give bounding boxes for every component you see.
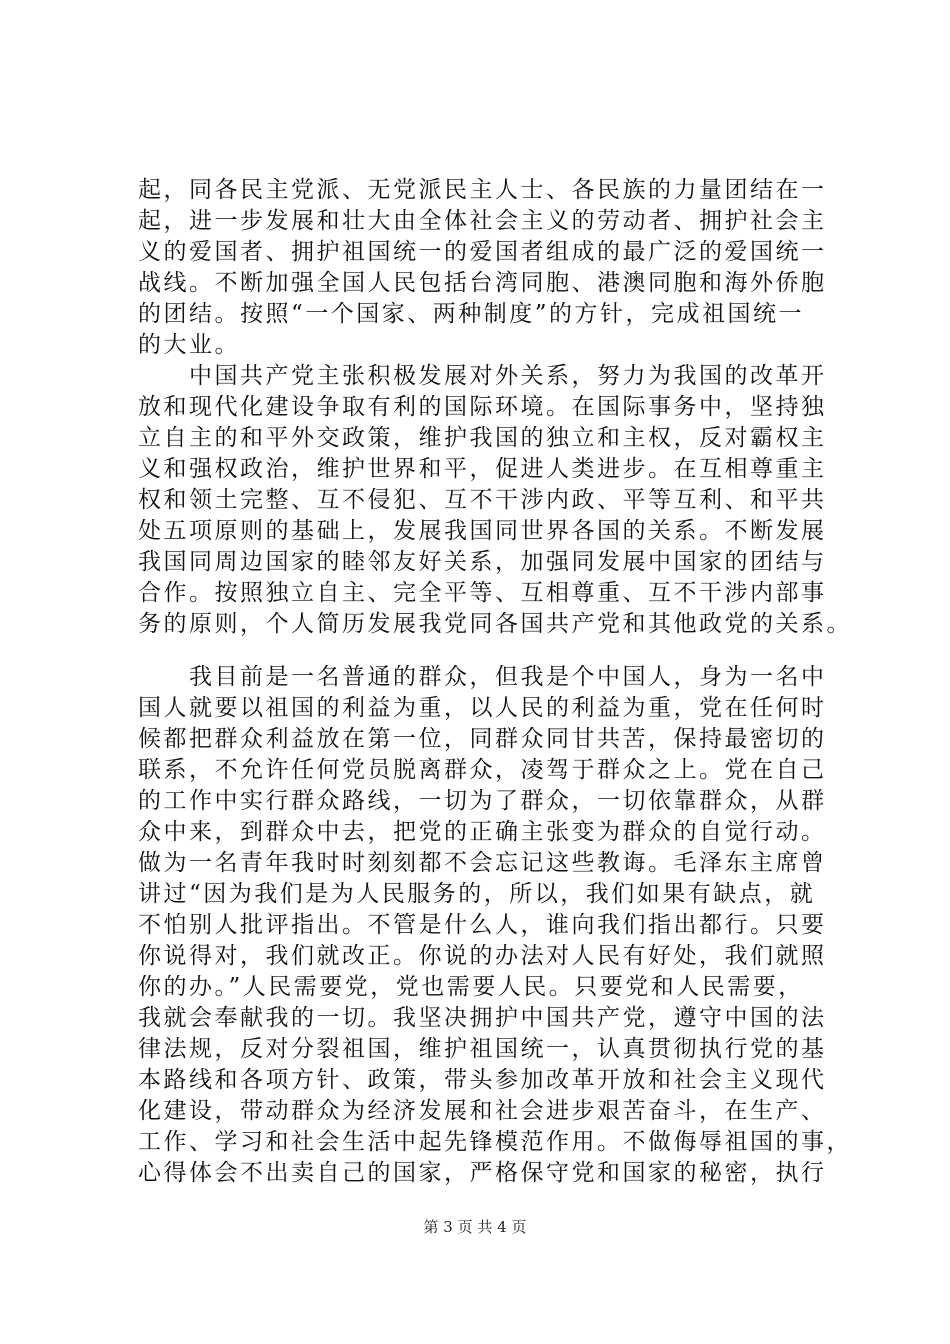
text-line: 你的办。”人民需要党，党也需要人民。只要党和人民需要，: [138, 974, 804, 1000]
text-line: 本路线和各项方针、政策，带头参加改革开放和社会主义现代: [138, 1067, 827, 1093]
text-line: 中国共产党主张积极发展对外关系，努力为我国的改革开: [138, 363, 827, 389]
text-line: 联系，不允许任何党员脱离群众，凌驾于群众之上。党在自己: [138, 757, 827, 783]
text-line: 合作。按照独立自主、完全平等、互相尊重、互不干涉内部事: [138, 580, 827, 606]
text-line: 我目前是一名普通的群众，但我是个中国人，身为一名中: [138, 664, 827, 690]
text-line: 不怕别人批评指出。不管是什么人，谁向我们指出都行。只要: [138, 912, 827, 938]
text-line: 做为一名青年我时时刻刻都不会忘记这些教诲。毛泽东主席曾: [138, 850, 827, 876]
text-line: 务的原则，个人简历发展我党同各国共产党和其他政党的关系。: [138, 611, 852, 637]
text-line: 国人就要以祖国的利益为重，以人民的利益为重，党在任何时: [138, 695, 827, 721]
text-line: 义和强权政治，维护世界和平，促进人类进步。在互相尊重主: [138, 456, 827, 482]
text-line: 处五项原则的基础上，发展我国同世界各国的关系。不断发展: [138, 518, 827, 544]
page-number-footer: 第 3 页 共 4 页: [423, 1218, 527, 1236]
text-line: 工作、学习和社会生活中起先锋模范作用。不做侮辱祖国的事，: [138, 1129, 852, 1155]
text-line: 义的爱国者、拥护祖国统一的爱国者组成的最广泛的爱国统一: [138, 239, 827, 265]
text-line: 的团结。按照“一个国家、两种制度”的方针，完成祖国统一: [138, 301, 805, 327]
text-line: 起，进一步发展和壮大由全体社会主义的劳动者、拥护社会主: [138, 208, 827, 234]
text-line: 起，同各民主党派、无党派民主人士、各民族的力量团结在一: [138, 177, 827, 203]
text-line: 律法规，反对分裂祖国，维护祖国统一，认真贯彻执行党的基: [138, 1036, 827, 1062]
text-line: 立自主的和平外交政策，维护我国的独立和主权，反对霸权主: [138, 425, 827, 451]
text-line: 放和现代化建设争取有利的国际环境。在国际事务中，坚持独: [138, 394, 827, 420]
text-line: 的大业。: [138, 332, 240, 358]
text-line: 的工作中实行群众路线，一切为了群众，一切依靠群众，从群: [138, 788, 827, 814]
text-line: 候都把群众利益放在第一位，同群众同甘共苦，保持最密切的: [138, 726, 827, 752]
text-line: 我就会奉献我的一切。我坚决拥护中国共产党，遵守中国的法: [138, 1005, 827, 1031]
text-line: 心得体会不出卖自己的国家，严格保守党和国家的秘密，执行: [138, 1160, 827, 1186]
text-line: 我国同周边国家的睦邻友好关系，加强同发展中国家的团结与: [138, 549, 827, 575]
text-line: 战线。不断加强全国人民包括台湾同胞、港澳同胞和海外侨胞: [138, 270, 827, 296]
text-line: 你说得对，我们就改正。你说的办法对人民有好处，我们就照: [138, 943, 827, 969]
text-line: 讲过“因为我们是为人民服务的，所以，我们如果有缺点，就: [138, 881, 816, 907]
text-line: 众中来，到群众中去，把党的正确主张变为群众的自觉行动。: [138, 819, 827, 845]
text-line: 权和领土完整、互不侵犯、互不干涉内政、平等互利、和平共: [138, 487, 827, 513]
text-line: 化建设，带动群众为经济发展和社会进步艰苦奋斗，在生产、: [138, 1098, 827, 1124]
